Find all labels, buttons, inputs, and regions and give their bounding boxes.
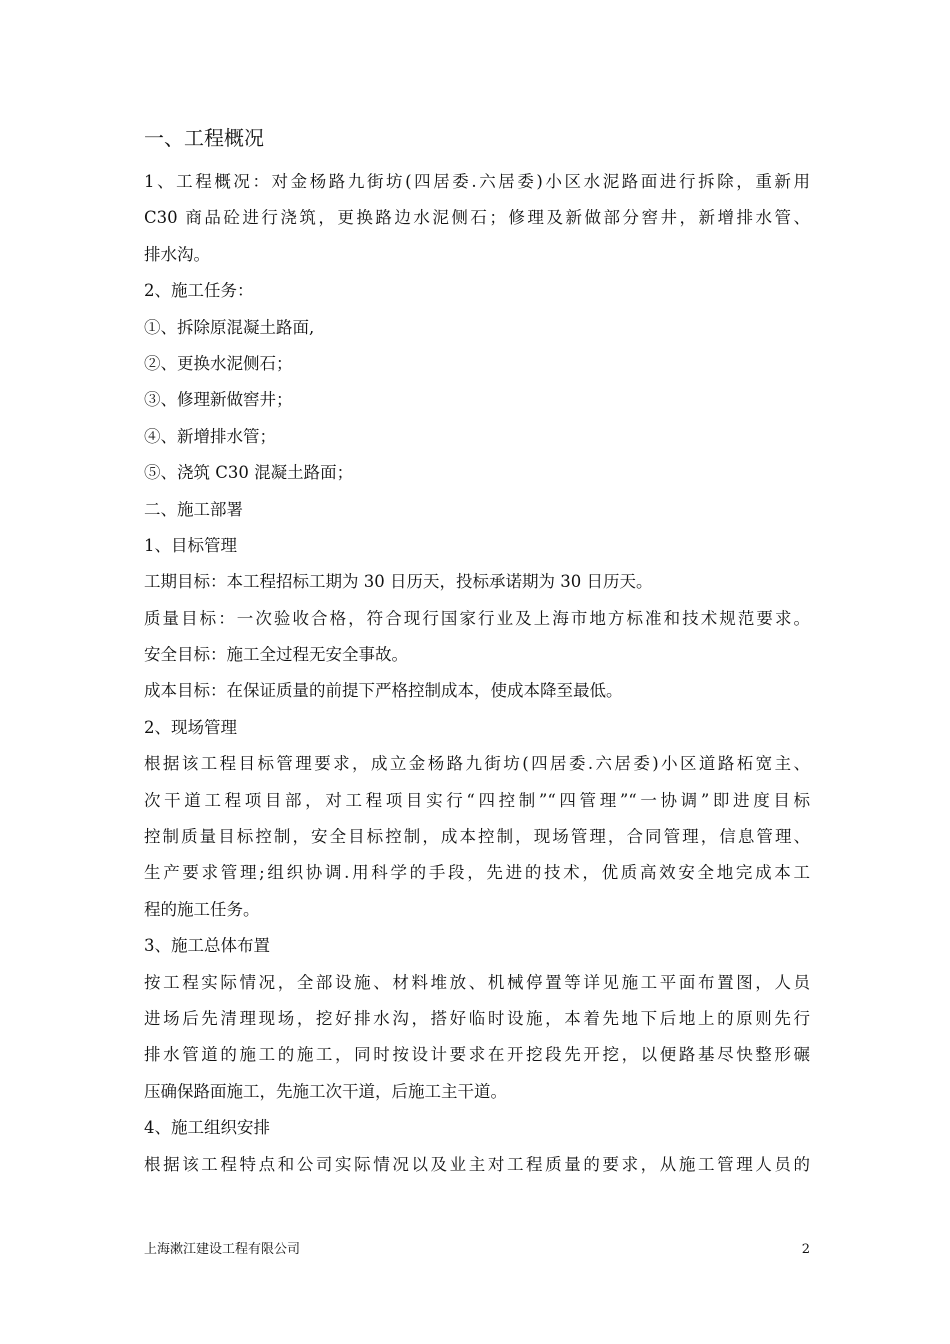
paragraph-line: 进场后先清理现场，挖好排水沟，搭好临时设施，本着先地下后地上的原则先行 [144,1008,810,1028]
paragraph-line: 控制质量目标控制，安全目标控制，成本控制，现场管理，合同管理，信息管理、 [144,827,810,847]
list-item: ④、新增排水管； [144,426,276,446]
list-item: ③、修理新做窖井； [144,390,293,410]
list-item: ⑤、浇筑 C30 混凝土路面； [144,463,354,483]
paragraph-line: 压确保路面施工，先施工次干道，后施工主干道。 [144,1081,507,1101]
subheading: 3、施工总体布置 [144,936,270,956]
footer-company-name: 上海漱江建设工程有限公司 [144,1242,301,1257]
paragraph-line: 质量目标：一次验收合格，符合现行国家行业及上海市地方标准和技术规范要求。 [144,608,810,628]
subheading: 4、施工组织安排 [144,1118,270,1138]
paragraph-line: 程的施工任务。 [144,899,260,919]
section-heading: 二、施工部署 [144,499,243,519]
paragraph-line: 工期目标：本工程招标工期为 30 日历天，投标承诺期为 30 日历天。 [144,572,653,592]
paragraph-line: 次干道工程项目部，对工程项目实行“四控制”“四管理”“一协调”即进度目标 [144,790,810,810]
subheading: 2、施工任务： [144,281,254,301]
subheading: 1、目标管理 [144,535,237,555]
paragraph-line: 成本目标：在保证质量的前提下严格控制成本，使成本降至最低。 [144,681,623,701]
section-heading: 一、工程概况 [144,126,264,150]
paragraph-line: 根据该工程特点和公司实际情况以及业主对工程质量的要求，从施工管理人员的 [144,1154,810,1174]
subheading: 2、现场管理 [144,717,237,737]
page-number: 2 [801,1242,810,1257]
paragraph-line: 生产要求管理;组织协调.用科学的手段，先进的技术，优质高效安全地完成本工 [144,863,810,883]
paragraph-line: 根据该工程目标管理要求，成立金杨路九街坊(四居委.六居委)小区道路柘宽主、 [144,754,810,774]
paragraph-line: 按工程实际情况，全部设施、材料堆放、机械停置等详见施工平面布置图，人员 [144,972,810,992]
paragraph-line: 1、工程概况：对金杨路九街坊(四居委.六居委)小区水泥路面进行拆除，重新用 [144,172,810,191]
paragraph-line: 安全目标：施工全过程无安全事故。 [144,645,408,665]
list-item: ①、拆除原混凝土路面, [144,317,315,337]
paragraph-line: C30 商品砼进行浇筑，更换路边水泥侧石；修理及新做部分窖井，新增排水管、 [144,208,810,228]
paragraph-line: 排水沟。 [144,244,210,264]
page-footer [144,1238,810,1262]
document-body [144,120,810,1183]
paragraph-line: 排水管道的施工的施工，同时按设计要求在开挖段先开挖，以便路基尽快整形碾 [144,1045,810,1065]
list-item: ②、更换水泥侧石； [144,353,293,373]
